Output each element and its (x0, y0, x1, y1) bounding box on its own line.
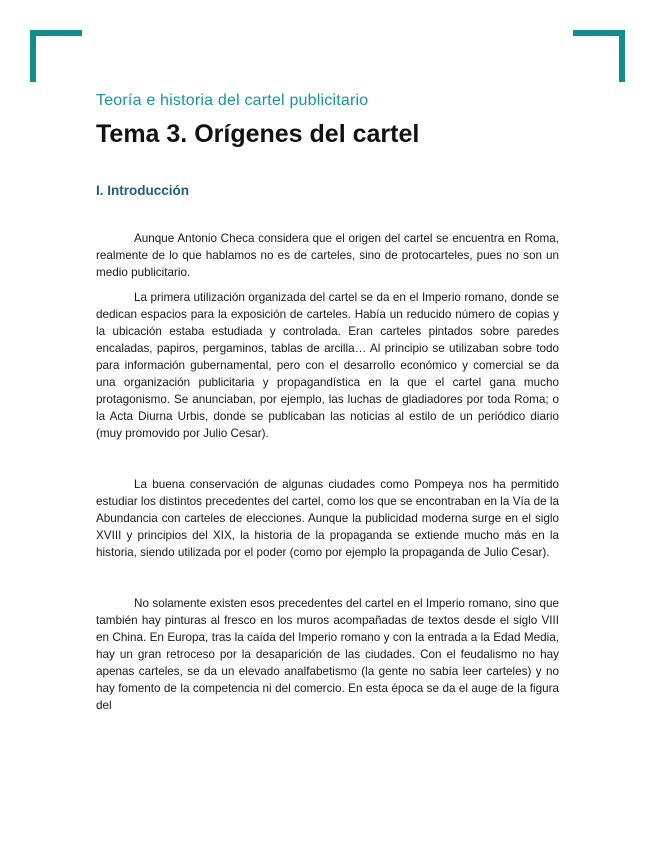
document-subtitle: Teoría e historia del cartel publicitario (96, 92, 369, 109)
paragraph: No solamente existen esos precedentes del cartel en el Imperio romano, sino que también hay pinturas al fresco en los muros acompañadas de textos desde el siglo VIII en China. En Europa, tras la caída del Imperio romano y con la entrada a la Edad Media, hay un gran retroceso por la desaparición de las ciudades. Con el feudalismo no hay apenas carteles, se da un elevado analfabetismo (la gente no sabía leer carteles) y no hay fomento de la competencia ni del comercio. En esta época se da el auge de la figura del (96, 597, 559, 712)
page-title: Tema 3. Orígenes del cartel (96, 120, 420, 148)
section-heading: I. Introducción (96, 183, 189, 198)
paragraph: La buena conservación de algunas ciudades como Pompeya nos ha permitido estudiar los distintos precedentes del cartel, como los que se encontraban en la Vía de la Abundancia con carteles de elecciones. Aunque la publicidad moderna surge en el siglo XVIII y principios del XIX, la historia de la propaganda se extiende mucho más en la historia, siendo utilizada por el poder (como por ejemplo la propaganda de Julio Cesar). (96, 478, 559, 559)
document-body (96, 230, 559, 714)
corner-bracket-left (30, 30, 82, 82)
paragraph: La primera utilización organizada del cartel se da en el Imperio romano, donde se dedican espacios para la exposición de carteles. Había un reducido número de copias y la ubicación estaba estudiada y controlada. Eran carteles pintados sobre paredes encaladas, papiros, pergaminos, tablas de arcilla… Al principio se utilizaban sobre todo para información gubernamental, pero con el desarrollo económico y comercial se da una organización publicitaria y propagandística en la que el cartel gana mucho protagonismo. Se anunciaban, por ejemplo, las luchas de gladiadores por toda Roma; o la Acta Diurna Urbis, donde se publicaban las noticias al estilo de un periódico diario (muy promovido por Julio Cesar). (96, 291, 559, 440)
paragraph: Aunque Antonio Checa considera que el origen del cartel se encuentra en Roma, realmente de lo que hablamos no es de carteles, sino de protocarteles, pues no son un medio publicitario. (96, 232, 559, 279)
corner-bracket-right (573, 30, 625, 82)
